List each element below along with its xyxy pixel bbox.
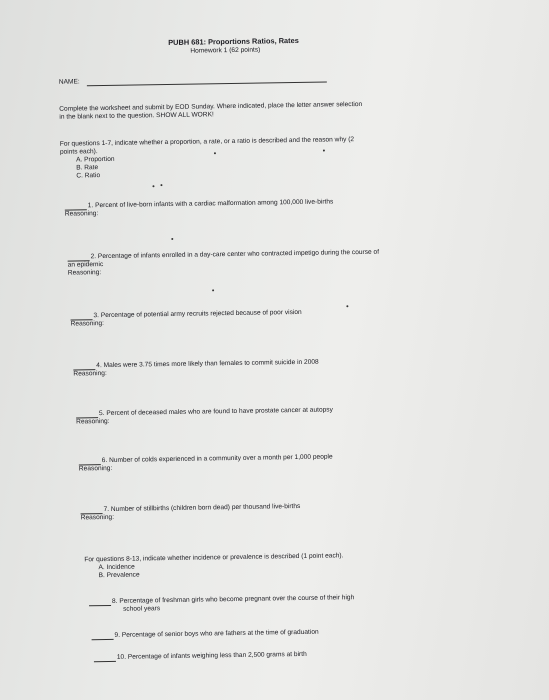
page-subtitle: Homework 1 (62 points) (190, 46, 261, 55)
stray-mark (214, 152, 216, 154)
question-8: 8. Percentage of freshman girls who become pregnant over the course of their high (89, 594, 354, 606)
reasoning-label-7: Reasoning: (80, 513, 115, 522)
stray-mark (152, 185, 154, 187)
question-4: 4. Males were 3.75 times more likely than females to commit suicide in 2008 (73, 359, 319, 371)
option-incidence: A. Incidence (98, 563, 135, 572)
question-3: 3. Percentage of potential army recruits rejected because of poor vision (70, 309, 301, 321)
option-ratio: C. Ratio (76, 172, 101, 180)
name-field-line[interactable] (87, 82, 327, 87)
answer-blank-10[interactable] (94, 654, 116, 662)
option-prevalence: B. Prevalence (98, 571, 140, 580)
reasoning-label-1: Reasoning: (64, 210, 99, 218)
question-6: 6. Number of colds experienced in a community over a month per 1,000 people (79, 453, 333, 465)
reasoning-label-2: Reasoning: (67, 269, 102, 277)
question-1: 1. Percent of live-born infants with a cardiac malformation among 100,000 live-births (65, 198, 334, 210)
reasoning-label-5: Reasoning: (76, 417, 110, 426)
page-title: PUBH 681: Proportions Ratios, Rates (168, 35, 299, 47)
reasoning-label-4: Reasoning: (73, 369, 107, 378)
question-2-continued: an epidemic (67, 261, 104, 269)
question-2: 2. Percentage of infants enrolled in a day-care center who contracted impetigo during the course of (68, 249, 380, 262)
name-label: NAME: (58, 78, 80, 86)
answer-blank-9[interactable] (91, 632, 113, 640)
reasoning-label-6: Reasoning: (78, 464, 113, 473)
instructions-line-2: in the blank next to the question. SHOW ALL WORK! (59, 111, 214, 121)
question-8-continued: school years (123, 605, 161, 613)
question-9: 9. Percentage of senior boys who are fathers at the time of graduation (91, 629, 318, 641)
section1-intro-line-2: points each). (59, 148, 98, 156)
option-proportion: A. Proportion (75, 155, 115, 164)
stray-mark (212, 289, 214, 291)
option-rate: B. Rate (76, 164, 99, 172)
instructions-line-1: Complete the worksheet and submit by EOD Sunday. Where indicated, place the letter answer selection (59, 100, 363, 113)
stray-mark (323, 150, 325, 152)
worksheet-page (40, 23, 520, 690)
section1-intro-line-1: For questions 1-7, indicate whether a proportion, a rate, or a ratio is described and the reason why (2 (59, 136, 355, 148)
reasoning-label-3: Reasoning: (70, 320, 105, 328)
stray-mark (346, 305, 348, 307)
question-10: 10. Percentage of infants weighing less than 2,500 grams at birth (94, 651, 307, 662)
section2-intro: For questions 8-13, indicate whether incidence or prevalence is described (1 point each). (84, 552, 344, 564)
question-5: 5. Percent of deceased males who are found to have prostate cancer at autopsy (76, 406, 333, 418)
stray-mark (171, 238, 173, 240)
answer-blank-8[interactable] (89, 598, 111, 606)
stray-mark (160, 184, 162, 186)
question-7: 7. Number of stillbirths (children born dead) per thousand live-births (80, 503, 300, 514)
